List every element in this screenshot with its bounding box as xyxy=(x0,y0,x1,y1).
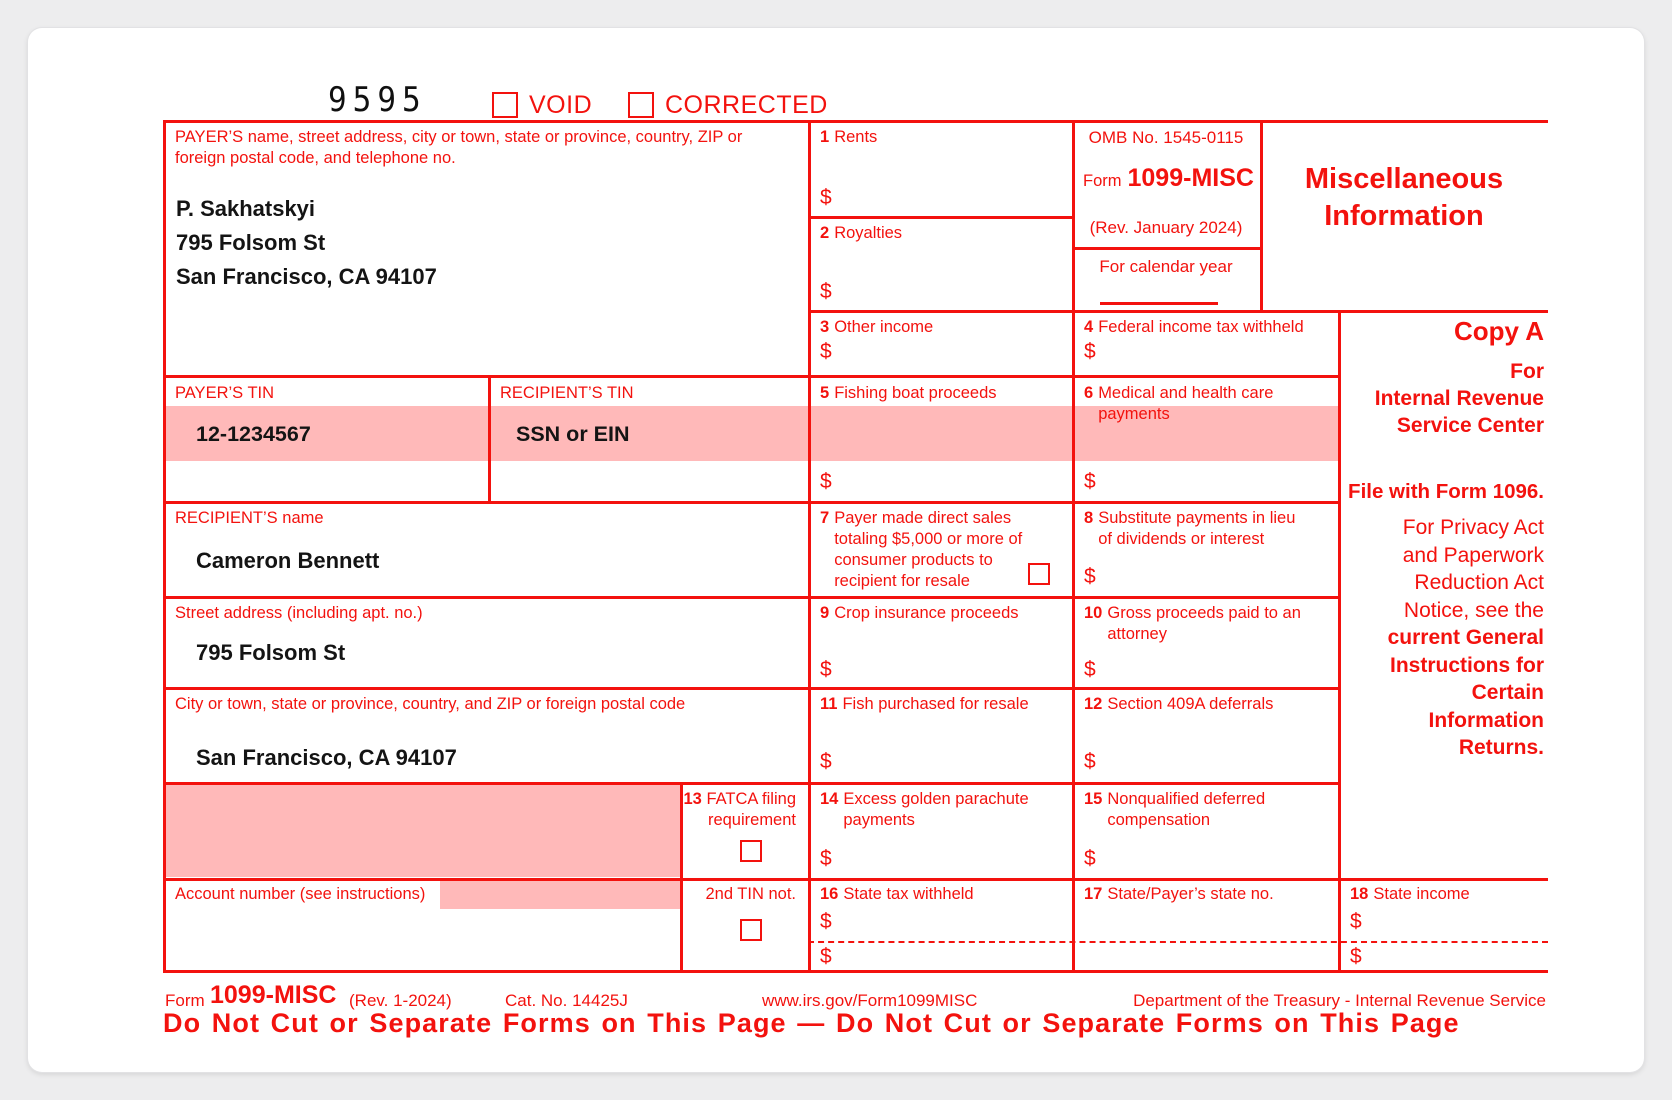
recipient-tin-value: SSN or EIN xyxy=(516,422,630,446)
form-revision: (Rev. January 2024) xyxy=(1089,218,1243,237)
box-14-dollar: $ xyxy=(820,847,832,870)
payer-city: San Francisco, CA 94107 xyxy=(176,264,437,289)
box-18-label: 18 State income xyxy=(1350,885,1470,903)
form-number: 1099-MISC xyxy=(1127,164,1254,192)
line-box1-bottom xyxy=(808,216,1075,219)
payer-street: 795 Folsom St xyxy=(176,230,326,255)
line-city-row-bottom xyxy=(163,782,1340,785)
box-11-dollar: $ xyxy=(820,750,832,773)
footer-form-word: Form xyxy=(165,991,205,1010)
recipient-city-label: City or town, state or province, country, and ZIP or foreign postal code xyxy=(175,695,686,713)
line-amounts-col-mid xyxy=(1072,120,1075,973)
second-tin-checkbox[interactable] xyxy=(740,919,762,941)
box-18-dollar-top: $ xyxy=(1350,910,1362,933)
form-title: Miscellaneous Information xyxy=(1304,163,1504,232)
corrected-checkbox[interactable] xyxy=(628,92,654,118)
box-14-label: 14 Excess golden parachute payments xyxy=(820,790,1029,829)
do-not-cut-warning: Do Not Cut or Separate Forms on This Page — Do Not Cut or Separate Forms on This Page xyxy=(163,1008,1460,1038)
border-left xyxy=(163,120,166,973)
box-10-dollar: $ xyxy=(1084,658,1096,681)
box-16-label: 16 State tax withheld xyxy=(820,885,974,903)
account-field-shading xyxy=(440,881,680,909)
box-3-label: 3 Other income xyxy=(820,318,934,336)
payer-name: P. Sakhatskyi xyxy=(176,196,316,221)
line-box2-bottom xyxy=(808,310,1548,313)
box-17-label: 17 State/Payer’s state no. xyxy=(1084,885,1274,903)
box-6-dollar: $ xyxy=(1084,470,1096,493)
box-8-dollar: $ xyxy=(1084,565,1096,588)
box-10-label: 10 Gross proceeds paid to an attorney xyxy=(1084,604,1301,643)
box-9-dollar: $ xyxy=(820,658,832,681)
box-7-checkbox[interactable] xyxy=(1028,563,1050,585)
box-12-label: 12 Section 409A deferrals xyxy=(1084,695,1274,713)
box-15-dollar: $ xyxy=(1084,847,1096,870)
box-1-label: 1 Rents xyxy=(820,128,878,146)
payer-tin-value: 12-1234567 xyxy=(196,422,311,446)
payer-label: PAYER’S name, street address, city or town, state or province, country, ZIP or foreign postal code, and telephone no. xyxy=(175,128,743,167)
recipient-street-label: Street address (including apt. no.) xyxy=(175,604,423,622)
omb-number: OMB No. 1545-0115 xyxy=(1088,128,1244,147)
void-label: VOID xyxy=(529,91,593,119)
line-name-row-bottom xyxy=(163,596,1340,599)
box-2-dollar: $ xyxy=(820,280,832,303)
calendar-year-label: For calendar year xyxy=(1099,257,1233,276)
line-omb-bottom xyxy=(1072,247,1262,250)
recipient-name-value: Cameron Bennett xyxy=(196,548,380,573)
recipient-street-value: 795 Folsom St xyxy=(196,640,346,665)
box-9-label: 9 Crop insurance proceeds xyxy=(820,604,1019,622)
line-calendar-blank xyxy=(1100,302,1218,305)
recipient-tin-label: RECIPIENT’S TIN xyxy=(500,384,634,402)
box-8-label: 8 Substitute payments in lieu of dividends or interest xyxy=(1084,509,1296,548)
box-16-dollar-top: $ xyxy=(820,910,832,933)
box-16-dollar-bottom: $ xyxy=(820,945,832,968)
box-15-label: 15 Nonqualified deferred compensation xyxy=(1084,790,1266,829)
footer-url[interactable]: www.irs.gov/Form1099MISC xyxy=(762,991,978,1010)
form-word: Form xyxy=(1083,172,1122,190)
copy-a-for: For xyxy=(1510,360,1544,383)
payer-tin-label: PAYER’S TIN xyxy=(175,384,275,402)
line-row34-bottom xyxy=(163,375,1340,378)
line-state-dashed xyxy=(808,941,1548,943)
footer-form-number: 1099-MISC xyxy=(210,981,337,1009)
border-top xyxy=(163,120,1548,123)
box-5-label: 5 Fishing boat proceeds xyxy=(820,384,997,402)
privacy-note: For Privacy Act and Paperwork Reduction Act Notice, see the current General Instructions for Certain Information Returns. xyxy=(1387,516,1544,759)
form-number-block xyxy=(1083,164,1254,192)
line-tin-divider xyxy=(488,375,491,503)
recipient-name-label: RECIPIENT’S name xyxy=(175,509,324,527)
account-number-label: Account number (see instructions) xyxy=(175,885,426,903)
form-code: 9595 xyxy=(328,80,427,120)
copy-a-irs-line1: Internal Revenue xyxy=(1374,387,1544,410)
copy-a-title: Copy A xyxy=(1453,316,1544,346)
box-4-dollar: $ xyxy=(1084,340,1096,363)
box-13-label: 13 FATCA filing requirement xyxy=(683,790,796,829)
box-13-checkbox[interactable] xyxy=(740,840,762,862)
box-3-dollar: $ xyxy=(820,340,832,363)
file-with-note: File with Form 1096. xyxy=(1348,480,1544,503)
box-7-label: 7 Payer made direct sales totaling $5,000 or more of consumer products to recipient for resale xyxy=(820,509,1023,590)
line-street-row-bottom xyxy=(163,687,1340,690)
footer-cat-number: Cat. No. 14425J xyxy=(505,991,628,1010)
footer-revision: (Rev. 1-2024) xyxy=(349,991,452,1010)
box-5-dollar: $ xyxy=(820,470,832,493)
corrected-label: CORRECTED xyxy=(665,91,828,119)
box13-row-shading xyxy=(165,785,680,877)
second-tin-label: 2nd TIN not. xyxy=(705,885,796,903)
footer-department: Department of the Treasury - Internal Revenue Service xyxy=(1133,991,1546,1010)
box-4-label: 4 Federal income tax withheld xyxy=(1084,318,1304,336)
box-12-dollar: $ xyxy=(1084,750,1096,773)
box-6-label: 6 Medical and health care payments xyxy=(1084,384,1274,423)
copy-a-irs-line2: Service Center xyxy=(1396,414,1544,437)
recipient-city-value: San Francisco, CA 94107 xyxy=(196,745,457,770)
box-11-label: 11 Fish purchased for resale xyxy=(820,695,1029,713)
box-2-label: 2 Royalties xyxy=(820,224,903,242)
box-1-dollar: $ xyxy=(820,186,832,209)
box-18-dollar-bottom: $ xyxy=(1350,945,1362,968)
void-checkbox[interactable] xyxy=(492,92,518,118)
line-amounts-col-left xyxy=(808,120,811,973)
line-tin-row-bottom xyxy=(163,501,1340,504)
